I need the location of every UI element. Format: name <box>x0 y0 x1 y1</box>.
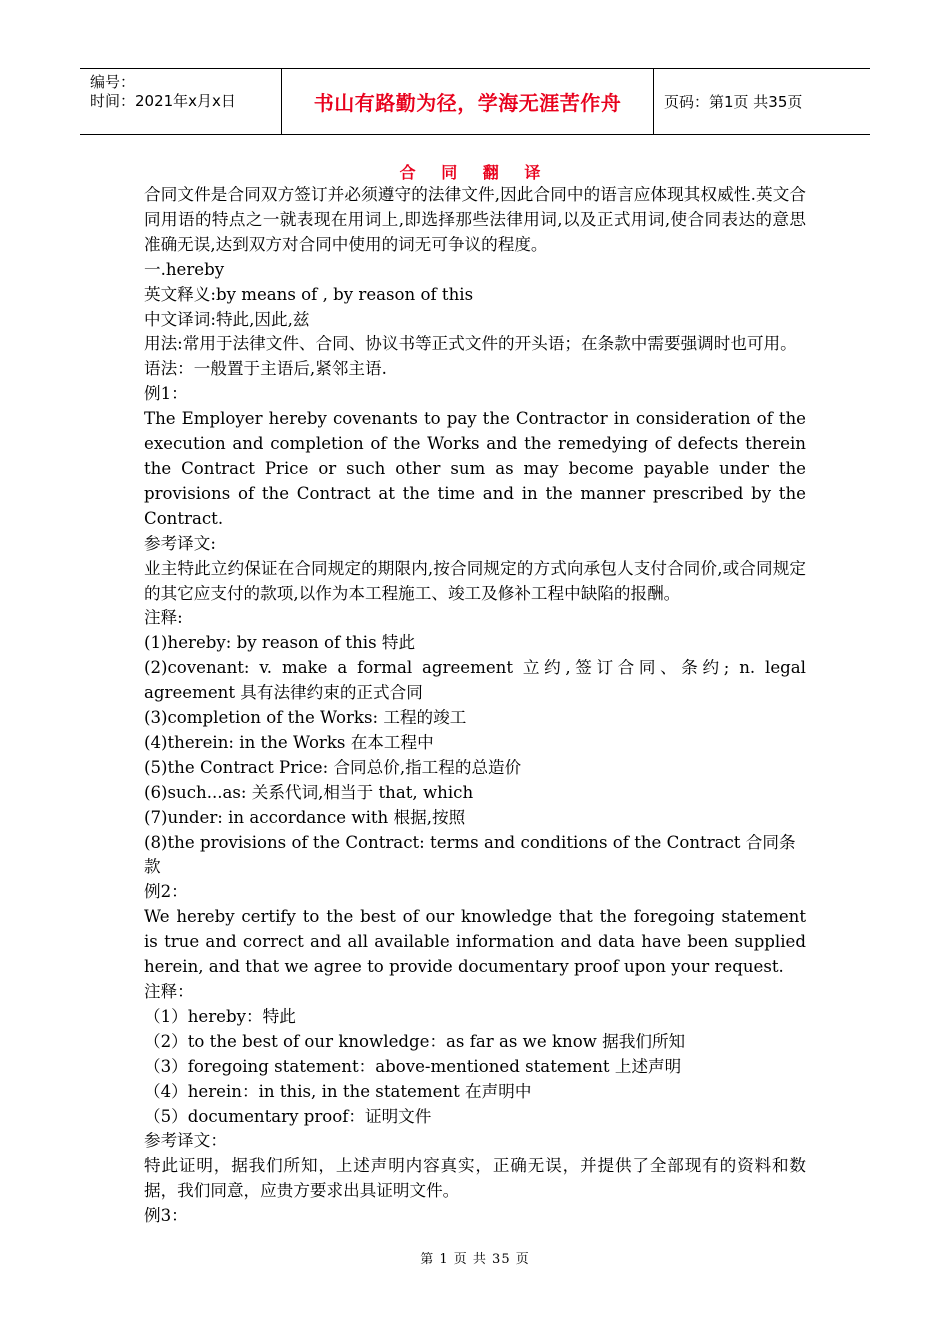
english-example: The Employer hereby covenants to pay the Contractor in consideration of the execution and completion of the Works and the remedying of defects therein the Contract Price or such other sum as may become payable under the provisions of the Contract at the time and in the manner prescribed by the Contract. <box>144 409 806 528</box>
notes-label: 注释: <box>144 608 183 628</box>
section-heading: 一.hereby <box>144 259 225 279</box>
translation-label: 参考译文： <box>144 1131 227 1151</box>
paragraph: 用法:常用于法律文件、合同、协议书等正式文件的开头语；在条款中需要强调时也可用。 <box>144 334 797 354</box>
paragraph: 语法：一般置于主语后,紧邻主语. <box>144 359 387 379</box>
time-label: 时间：2021年x月x日 <box>90 92 236 110</box>
note-item: （1）hereby：特此 <box>144 1006 296 1026</box>
note-item: （2）to the best of our knowledge：as far as we know 据我们所知 <box>144 1031 686 1051</box>
note-item: （4）herein：in this, in the statement 在声明中 <box>144 1081 532 1101</box>
note-item: (3)completion of the Works: 工程的竣工 <box>144 708 467 728</box>
example-label: 例2： <box>144 882 188 902</box>
paragraph: 合同文件是合同双方签订并必须遵守的法律文件,因此合同中的语言应体现其权威性.英文合同用语的特点之一就表现在用词上,即选择那些法律用词,以及正式用词,使合同表达的意思准确无误,达到双方对合同中使用的词无可争议的程度。 <box>144 185 806 254</box>
note-item: (4)therein: in the Works 在本工程中 <box>144 732 434 752</box>
note-item: （3）foregoing statement：above-mentioned statement 上述声明 <box>144 1056 682 1076</box>
example-label: 例1： <box>144 384 188 404</box>
number-label: 编号： <box>90 73 136 91</box>
note-item: (8)the provisions of the Contract: terms and conditions of the Contract 合同条款 <box>144 832 796 877</box>
note-item: (7)under: in accordance with 根据,按照 <box>144 807 466 827</box>
translation-text: 特此证明，据我们所知，上述声明内容真实，正确无误，并提供了全部现有的资料和数据，我们同意，应贵方要求出具证明文件。 <box>144 1156 806 1201</box>
paragraph: 英文释义:by means of , by reason of this <box>144 284 474 304</box>
page-header <box>80 68 870 135</box>
header-motto: 书山有路勤为径，学海无涯苦作舟 <box>282 69 654 134</box>
english-example: We hereby certify to the best of our knowledge that the foregoing statement is true and correct and all available information and data have been supplied herein, and that we agree to provide documentary proof upon your request. <box>144 907 806 977</box>
note-item: (6)such...as: 关系代词,相当于 that, which <box>144 782 474 802</box>
document-title: 合 同 翻 译 <box>399 163 551 182</box>
translation-label: 参考译文: <box>144 533 216 553</box>
example-label: 例3： <box>144 1206 188 1226</box>
notes-label: 注释： <box>144 982 194 1001</box>
paragraph: 中文译词:特此,因此,兹 <box>144 309 310 329</box>
document-body <box>144 183 806 1229</box>
note-item: (5)the Contract Price: 合同总价,指工程的总造价 <box>144 757 522 777</box>
note-item: （5）documentary proof：证明文件 <box>144 1106 432 1126</box>
note-item: (1)hereby: by reason of this 特此 <box>144 633 416 653</box>
page-footer: 第 1 页 共 35 页 <box>420 1252 530 1267</box>
header-meta <box>80 69 282 134</box>
header-page-info: 页码：第1页 共35页 <box>664 93 803 111</box>
translation-text: 业主特此立约保证在合同规定的期限内,按合同规定的方式向承包人支付合同价,或合同规定的其它应支付的款项,以作为本工程施工、竣工及修补工程中缺陷的报酬。 <box>144 558 806 603</box>
note-item: (2)covenant: v. make a formal agreement 立约,签订合同、条约; n. legal agreement 具有法律约束的正式合同 <box>144 658 806 703</box>
